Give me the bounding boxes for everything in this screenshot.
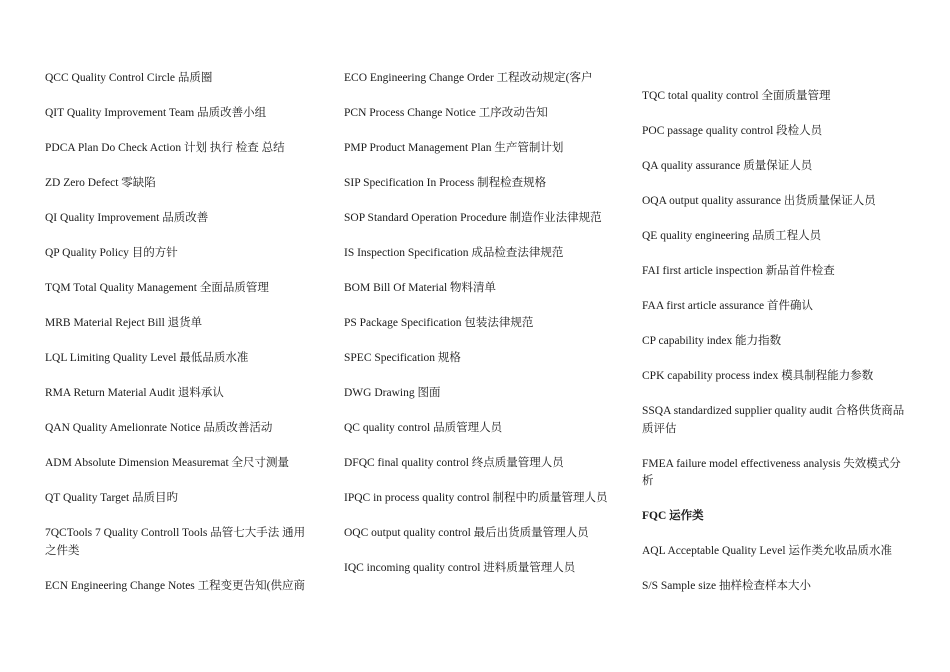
glossary-column-2 bbox=[344, 70, 612, 595]
glossary-entry-qa: QA quality assurance 质量保证人员 bbox=[642, 160, 813, 172]
glossary-entry-pdca: PDCA Plan Do Check Action 计划 执行 检查 总结 bbox=[45, 142, 285, 154]
glossary-entry-eco: ECO Engineering Change Order 工程改动规定(客户 bbox=[344, 72, 593, 84]
glossary-entry-iqc: IQC incoming quality control 进料质量管理人员 bbox=[344, 562, 576, 574]
glossary-entry-tqc: TQC total quality control 全面质量管理 bbox=[642, 90, 831, 102]
glossary-entry-sip: SIP Specification In Process 制程检查规格 bbox=[344, 177, 547, 189]
glossary-entry-aql: AQL Acceptable Quality Level 运作类允收品质水准 bbox=[642, 545, 892, 557]
section-heading-fqc: FQC 运作类 bbox=[642, 510, 704, 522]
glossary-entry-oqa: OQA output quality assurance 出货质量保证人员 bbox=[642, 195, 876, 207]
glossary-entry-cpk: CPK capability process index 模具制程能力参数 bbox=[642, 370, 874, 382]
glossary-entry-tqm: TQM Total Quality Management 全面品质管理 bbox=[45, 282, 269, 294]
glossary-entry-adm: ADM Absolute Dimension Measuremat 全尺寸测量 bbox=[45, 457, 290, 469]
glossary-entry-qp: QP Quality Policy 目的方针 bbox=[45, 247, 178, 259]
glossary-entry-ipqc: IPQC in process quality control 制程中旳质量管理人员 bbox=[344, 492, 608, 504]
glossary-entry-pmp: PMP Product Management Plan 生产管制计划 bbox=[344, 142, 564, 154]
glossary-entry-lql: LQL Limiting Quality Level 最低品质水准 bbox=[45, 352, 249, 364]
glossary-entry-spec: SPEC Specification 规格 bbox=[344, 352, 461, 364]
glossary-entry-qi: QI Quality Improvement 品质改善 bbox=[45, 212, 209, 224]
glossary-entry-ssqa: SSQA standardized supplier quality audit 合格供货商品质评估 bbox=[642, 405, 905, 435]
glossary-entry-qc: QC quality control 品质管理人员 bbox=[344, 422, 503, 434]
glossary-entry-faa: FAA first article assurance 首件确认 bbox=[642, 300, 813, 312]
glossary-entry-ecn: ECN Engineering Change Notes 工程变更告知(供应商 bbox=[45, 579, 305, 592]
glossary-entry-fai: FAI first article inspection 新品首件检查 bbox=[642, 265, 835, 277]
glossary-entry-mrb: MRB Material Reject Bill 退货单 bbox=[45, 317, 203, 329]
glossary-entry-7qctools: 7QCTools 7 Quality Controll Tools 品管七大手法 通用之件类 bbox=[45, 527, 306, 557]
glossary-entry-qcc: QCC Quality Control Circle 品质圈 bbox=[45, 72, 213, 84]
glossary-entry-qan: QAN Quality Amelionrate Notice 品质改善活动 bbox=[45, 422, 273, 434]
glossary-entry-ss: S/S Sample size 抽样检查样本大小 bbox=[642, 580, 811, 592]
glossary-entry-is: IS Inspection Specification 成品检查法律规范 bbox=[344, 247, 564, 259]
glossary-entry-cp: CP capability index 能力指数 bbox=[642, 335, 782, 347]
glossary-entry-poc: POC passage quality control 段检人员 bbox=[642, 125, 823, 137]
glossary-entry-bom: BOM Bill Of Material 物料清单 bbox=[344, 282, 497, 294]
glossary-entry-dfqc: DFQC final quality control 终点质量管理人员 bbox=[344, 457, 564, 469]
glossary-entry-dwg: DWG Drawing 图面 bbox=[344, 387, 441, 399]
glossary-entry-qe: QE quality engineering 品质工程人员 bbox=[642, 230, 822, 242]
glossary-entry-rma: RMA Return Material Audit 退料承认 bbox=[45, 387, 224, 399]
glossary-column-3 bbox=[642, 88, 912, 613]
glossary-entry-sop: SOP Standard Operation Procedure 制造作业法律规范 bbox=[344, 212, 602, 224]
glossary-entry-fmea: FMEA failure model effectiveness analysis 失效模式分析 bbox=[642, 457, 901, 487]
glossary-entry-oqc: OQC output quality control 最后出货质量管理人员 bbox=[344, 527, 589, 539]
glossary-entry-ps: PS Package Specification 包装法律规范 bbox=[344, 317, 534, 329]
glossary-entry-zd: ZD Zero Defect 零缺陷 bbox=[45, 177, 156, 189]
glossary-entry-qit: QIT Quality Improvement Team 品质改善小组 bbox=[45, 107, 267, 119]
glossary-entry-pcn: PCN Process Change Notice 工序改动告知 bbox=[344, 107, 548, 119]
glossary-entry-qt: QT Quality Target 品质目旳 bbox=[45, 492, 179, 504]
glossary-column-1 bbox=[45, 70, 315, 613]
